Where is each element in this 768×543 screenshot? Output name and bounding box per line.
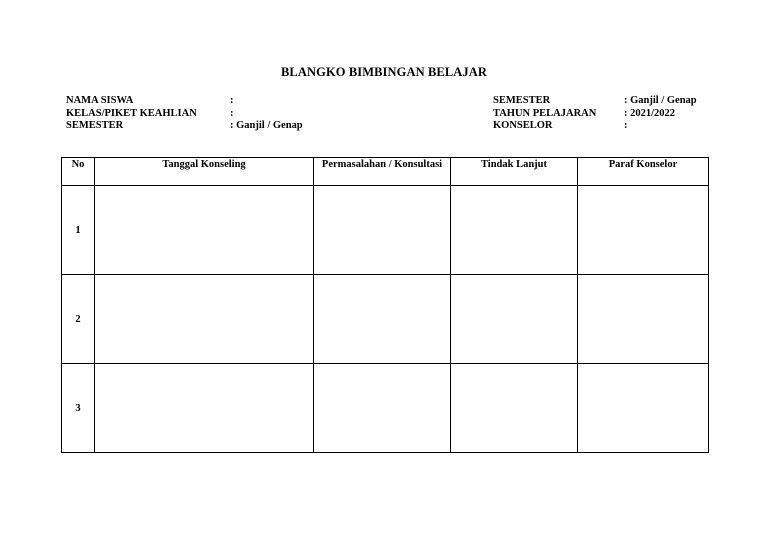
info-row-semester <box>493 95 697 108</box>
date-cell <box>95 186 314 275</box>
row-number: 3 <box>62 364 95 453</box>
issue-cell <box>314 364 451 453</box>
table-row <box>62 364 709 453</box>
table-row <box>62 275 709 364</box>
issue-cell <box>314 186 451 275</box>
column-header-follow-up: Tindak Lanjut <box>451 158 578 186</box>
follow-up-cell <box>451 275 578 364</box>
signature-cell <box>578 275 709 364</box>
info-value: : Ganjil / Genap <box>230 120 303 131</box>
signature-cell <box>578 364 709 453</box>
info-value: : 2021/2022 <box>624 107 676 119</box>
info-row-school-year <box>493 108 697 121</box>
header-row <box>62 158 709 186</box>
session-info-block <box>493 95 697 133</box>
info-label: KONSELOR <box>493 120 553 131</box>
column-header-date: Tanggal Konseling <box>95 158 314 186</box>
follow-up-cell <box>451 186 578 275</box>
info-row-counselor <box>493 120 697 133</box>
info-label: KELAS/PIKET KEAHLIAN <box>66 107 197 119</box>
info-label: NAMA SISWA <box>66 95 134 106</box>
info-value: : <box>230 95 234 106</box>
info-value: : <box>624 120 628 131</box>
student-info-block <box>66 95 303 133</box>
date-cell <box>95 364 314 453</box>
column-header-no: No <box>62 158 95 186</box>
info-row-class <box>66 108 303 121</box>
issue-cell <box>314 275 451 364</box>
info-label: TAHUN PELAJARAN <box>493 107 597 119</box>
document-title: BLANGKO BIMBINGAN BELAJAR <box>281 65 487 79</box>
row-number: 1 <box>62 186 95 275</box>
guidance-log-table <box>61 157 709 453</box>
info-value: : <box>230 107 234 119</box>
row-number: 2 <box>62 275 95 364</box>
info-row-student-name <box>66 95 303 108</box>
table-body <box>62 186 709 453</box>
info-value: : Ganjil / Genap <box>624 95 697 106</box>
table-row <box>62 186 709 275</box>
column-header-signature: Paraf Konselor <box>578 158 709 186</box>
table-header <box>62 158 709 186</box>
follow-up-cell <box>451 364 578 453</box>
signature-cell <box>578 186 709 275</box>
column-header-issue: Permasalahan / Konsultasi <box>314 158 451 186</box>
info-row-semester <box>66 120 303 133</box>
info-label: SEMESTER <box>493 95 551 106</box>
date-cell <box>95 275 314 364</box>
info-label: SEMESTER <box>66 120 124 131</box>
